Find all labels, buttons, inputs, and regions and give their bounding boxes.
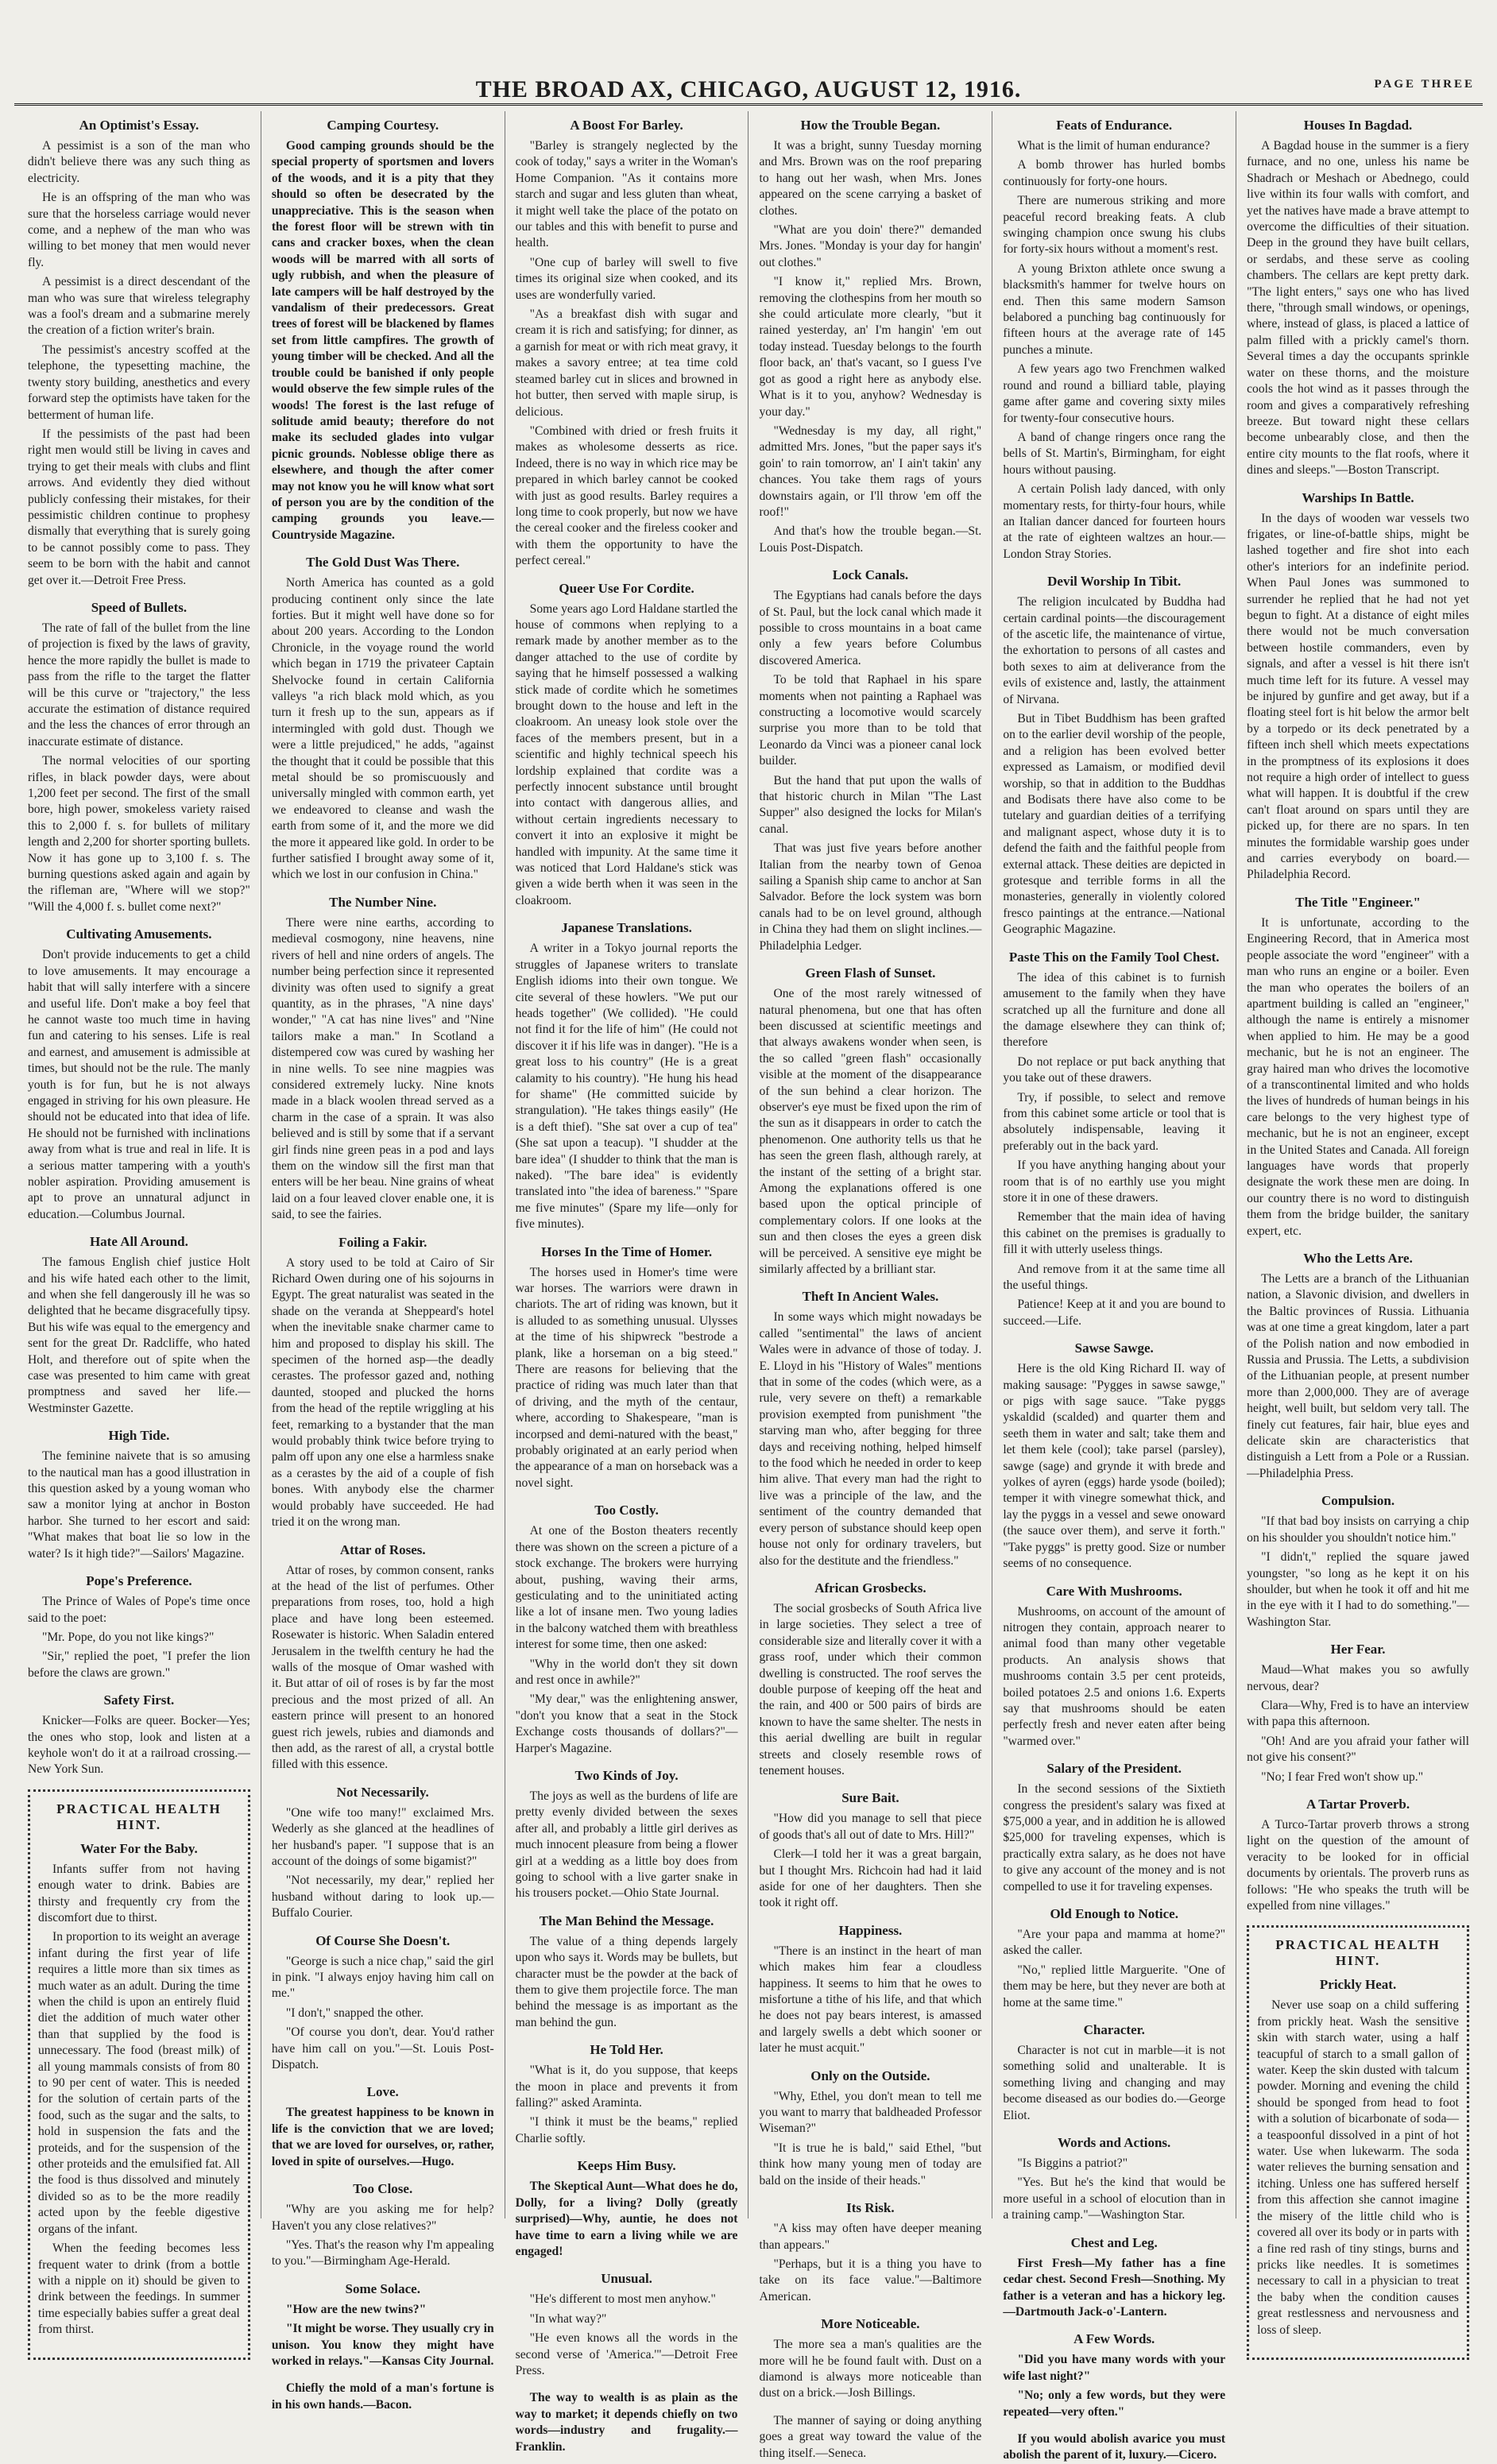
article-headline: Who the Letts Are. [1303,1251,1413,1266]
column-6 [1236,111,1480,2337]
article [272,2281,494,2370]
article-paragraph: Infants suffer from not having enough water to drink. Babies are thirsty and frequently cry from the discomfort due to thirst. [38,1862,240,1924]
article-paragraph: Chiefly the mold of a man's fortune is in his own hands.—Bacon. [271,2381,494,2412]
article-headline: Houses In Bagdad. [1303,118,1413,133]
article-paragraph: "My dear," was the enlightening answer, "don't you know that a seat in the Stock Exchange costs thousands of dollars?"—Harper's Magazine. [515,1692,738,1755]
article-paragraph: A pessimist is a direct descendant of the man who was sure that wireless telegraphy was a fool's dream and a submarine merely the creation of a fiction writer's brain. [28,275,250,338]
article-paragraph: Character is not cut in marble—it is not something solid and unalterable. It is something living and changing and may become diseased as our bodies do.—George Eliot. [1003,2044,1226,2122]
article-paragraph: "Oh! And are you afraid your father will not give his consent?" [1247,1734,1469,1765]
article [272,118,494,543]
article-paragraph: The religion inculcated by Buddha had certain cardinal points—the discouragement of the ascetic life, the maintenance of virtue, the exhortation to persons of all castes and both sexes to aim at deliverance from the evils of existence and, lastly, the attainment of Nirvana. [1003,595,1226,706]
article-paragraph: A band of change ringers once rang the bells of St. Martin's, Birmingham, for eight hours without pausing. [1003,430,1226,477]
article [759,2413,981,2462]
article-paragraph: Don't provide inducements to get a child to love amusements. It may encourage a habit that will sally interfere with a sincere and useful life. Don't make a boy feel that he cannot waste too much time in having fun and catering to his senses. Life is real and earnest, and amusement is admissible at times, but should not be the rule. The manly youth is for fun, but he is not always engaged in striving for his own pleasure. He should not be educated into that idea of life. He should not be furnished with inclinations away from what is true and real in life. It is a serious matter tampering with a youth's nobler aspiration. Providing amusement is apt to prove an unnatural adjunct in education.—Columbus Journal. [28,948,250,1221]
article-headline: Its Risk. [846,2200,895,2216]
article-headline: The Man Behind the Message. [539,1913,714,1928]
article-headline: Old Enough to Notice. [1050,1906,1178,1921]
article [1003,2331,1225,2420]
article-paragraph: Remember that the main idea of having this cabinet on the premises is gradually to fill it with utterly useless things. [1003,1210,1226,1257]
article-paragraph: "If that bad boy insists on carrying a chip on his shoulder you shouldn't notice him." [1247,1514,1469,1545]
article-paragraph: The joys as well as the burdens of life are pretty evenly divided between the sexes after all, and probably a little girl derives as much innocent pleasure from being a flower girl at a wedding as a little boy does from going to school with a live garter snake in his trousers pocket.—Ohio State Journal. [515,1789,738,1901]
health-hint-box [1247,1925,1469,2360]
article [28,1573,250,1681]
article-headline: More Noticeable. [821,2316,920,2332]
article-paragraph: The more sea a man's qualities are the more will he be found fault with. Dust on a diamond is always more noticeable than dust on a brick.—Josh Billings. [759,2338,982,2400]
article-paragraph: In proportion to its weight an average infant during the first year of life requires a little more than six times as much water as an adult. During the time when the child is upon an entirely fluid diet the addition of much water other than that supplied by the food is unnecessary. The food (breast milk) of all young mammals consists of from 80 to 90 per cent of water. This is needed for the solution of certain parts of the food, such as the sugar and the salts, to hold in suspension the fats and the proteids, and for the suspension of the other proteids and the emulsified fat. All the food is thus dissolved and minutely divided so as to be the more readily acted upon by the feeble digestive organs of the infant. [38,1930,240,2236]
article [28,118,250,589]
article-headline: Of Course She Doesn't. [315,1932,451,1948]
article [759,567,981,954]
article-paragraph: The pessimist's ancestry scoffed at the telephone, the typesetting machine, the twenty story building, anesthetics and every forward step the optimists have taken for the betterment of human life. [28,342,250,422]
article [272,1785,494,1922]
article-headline: African Grosbecks. [814,1580,926,1596]
article-headline: Warships In Battle. [1302,489,1414,505]
article-headline: Horses In the Time of Homer. [541,1244,713,1259]
article [759,2316,981,2402]
article-paragraph: "I think it must be the beams," replied Charlie softly. [515,2115,738,2145]
article [516,581,738,910]
article-paragraph: Good camping grounds should be the special property of sportsmen and lovers of the woods, and it is a pity that they should so often be desecrated by the unappreciative. This is the season when the forest floor will be strewn with tin cans and cracker boxes, when the clean woods will be marred with all sorts of ugly rubbish, and when the pleasure of late campers will be half destroyed by the vandalism of their predecessors. Great trees of forest will be blackened by flames set from little campfires. The growth of young timber will be checked. And all the trouble could be banished if only people would observe the few simple rules of the woods! The forest is the last refuge of solitude amid beauty; therefore do not make its secluded glades into vulgar picnic grounds. Noblesse oblige there as elsewhere, and though the after comer may not know you he will know what sort of person you are by the condition of the camping grounds you leave.—Countryside Magazine. [271,139,494,542]
article-paragraph: "No," replied little Marguerite. "One of them may be here, but they never are both at home at the same time." [1003,1963,1226,2009]
article-paragraph: To be told that Raphael in his spare moments when not painting a Raphael was constructing a locomotive would scarcely surprise you more than to be told that Leonardo da Vinci was a pioneer canal lock builder. [759,673,982,768]
article-headline: Prickly Heat. [1319,1977,1397,1993]
article [1247,895,1469,1240]
column-container [17,111,1480,2462]
article-paragraph: A story used to be told at Cairo of Sir Richard Owen during one of his sojourns in Egypt. The great naturalist was seated in the shade on the veranda at Sheppeard's hotel when the inevitable snake charmer came to him and proposed to display his skill. The specimen of the horned asp—the deadly cerastes. The professor gazed and, nothing daunted, stooped and plucked the horns from the head of the reptile wriggling at his feet, remarking to a bystander that the man would probably think twice before trying to palm off upon any one else a harmless snake as a cerastes by the aid of a couple of fish bones. With anybody else the charmer would probably have succeeded. He had tried it on the wrong man. [271,1255,494,1530]
article-headline: Some Solace. [345,2280,420,2296]
article-paragraph: Some years ago Lord Haldane startled the house of commons when replying to a remark made by another member as to the danger attached to the use of cordite by saying that he himself possessed a walking stick made of cordite which he sometimes brought down to the house and left in the cloakroom. An uneasy look stole over the faces of the members present, but in a scientific and highly technical speech his lordship explained that cordite was a perfectly innocent substance until brought into contact with dangerous allies, and without certain ingredients necessary to convert it into an explosive it might be handled with impunity. At the same time it was noticed that Lord Haldane's stick was given a wide berth when it was seen in the cloakroom. [515,601,738,907]
article-paragraph: Do not replace or put back anything that you take out of these drawers. [1003,1054,1226,1085]
article-headline: Speed of Bullets. [91,599,188,615]
article-paragraph: A writer in a Tokyo journal reports the struggles of Japanese writers to translate English idioms into their own tongue. We cite several of these howlers. "We put our heads together" (We collided). "He could not find it for the life of him" (He could not discover it if his life was in danger). "He is a great loss to his country" (He is a great calamity to his country). "He hung his head for shame" (He committed suicide by strangulation). "He takes things easily" (He is a deft thief). "She sat over a cup of tea" (She sat upon a teacup). "I shudder at the bare idea" (I shudder to think that the man is naked). "The bare idea" is evidently translated into "the idea of bareness." "Spare me five minutes" (Spare my life—only for five minutes). [515,942,738,1232]
article-paragraph: At one of the Boston theaters recently there was shown on the screen a picture of a stock exchange. The brokers were hurrying about, pushing, waving their arms, gesticulating and to the uninitiated acting like a lot of insane men. Two young ladies in the balcony watched them with breathless interest for some time, then one asked: [515,1524,738,1652]
article [759,1790,981,1911]
article-paragraph: The greatest happiness to be known in life is the conviction that we are loved; that we are loved for ourselves, or, rather, loved in spite of ourselves.—Hugo. [271,2106,494,2168]
article-paragraph: "There is an instinct in the heart of man which makes him fear a cloudless happiness. It seems to him that he owes to misfortune a tithe of his life, and that which he does not pay bears interest, is amassed and largely swells a debt which sooner or later he must acquit." [759,1944,982,2056]
article [759,118,981,556]
article [1247,490,1469,884]
article [1247,1642,1469,1785]
article [516,2390,738,2455]
article [272,1933,494,2074]
article-headline: Her Fear. [1330,1642,1386,1657]
article-paragraph: What is the limit of human endurance? [1017,139,1210,153]
article [38,1841,240,2338]
article-paragraph: "One cup of barley will swell to five times its original size when cooked, and its uses are wonderfully varied. [515,255,738,302]
article [28,600,250,915]
article-paragraph: "In what way?" [529,2311,607,2326]
article-paragraph: "It might be worse. They usually cry in unison. You know they might have worked in relays."—Kansas City Journal. [271,2322,494,2368]
column-3 [505,111,749,2454]
article-headline: The Number Nine. [329,894,437,910]
article-paragraph: "Combined with dried or fresh fruits it makes as wholesome desserts as rice. Indeed, there is no way in which rice may be prepared in which barley cannot be cooked with just as good results. Barley requires a long time to cook properly, but now we have the cereal cooker and the fireless cooker and with them the opportunity to have the perfect cereal." [515,424,738,568]
article-headline: Not Necessarily. [336,1784,429,1800]
article-headline: A Tartar Proverb. [1306,1796,1410,1812]
article-paragraph: Here is the old King Richard II. way of making sausage: "Pygges in sawse sawge," or pigs with sage sauce. "Take pyggs yskaldid (scalded) and quarter them and seeth them in water and salt; take them and let them kele (cool); take parsel (parsley), sawge (sage) and grynde it with brede and yolkes of ayren (eggs) harde ysode (boiled); temper it with vinegre somewhat thick, and lay the pyggs in a vessel and sewe onoward (the sauce over them), and serve it forth." "Take pyggs" is pretty good. Size or number seems of no consequence. [1003,1362,1226,1571]
article-paragraph: A certain Polish lady danced, with only momentary rests, for thirty-four hours, while an Italian dancer danced for fourteen hours at the rate of eighteen waltzes an hour.—London Stray Stories. [1003,482,1226,561]
article-paragraph: There were nine earths, according to medieval cosmogony, nine heavens, nine rivers of hell and nine orders of angels. The number being perfection since it represented divinity was often used to signify a great quantity, as in the phrases, "A nine days' wonder," "A cat has nine lives" and "Nine tailors make a man." In Scotland a distempered cow was cured by washing her in nine wells. To see nine magpies was considered extremely lucky. Nine knots made in a black woolen thread served as a charm in the case of a sprain. It was also believed and is still by some that if a servant girl finds nine green peas in a pod and lays them on the window sill the first man that enters will be her beau. Nine grains of wheat laid on a four leaved clover enable one, it is said, to see the fairies. [271,915,494,1222]
article-headline: High Tide. [108,1428,170,1444]
article-headline: Too Costly. [594,1503,659,1518]
article [272,2181,494,2270]
article-paragraph: The feminine naivete that is so amusing to the nautical man has a good illustration in this question asked by a young woman who saw a monitor lying at anchor in Boston harbor. She turned to her escort and said: "What makes that boat lie so low in the water? Is it high tide?"—Sailors' Magazine. [28,1449,250,1561]
article-paragraph: The Letts are a branch of the Lithuanian nation, a Slavonic division, and dwellers in the Baltic provinces of Russia. Lithuania was at one time a great kingdom, later a part of the Polish nation and now embodied in Russia and Prussia. The Letts, a subdivision of the Lithuanian people, at present number more than 2,000,000. They are of average height, well built, but seldom very tall. The finely cut features, fair hair, blue eyes and delicate skin are characteristics that distinguish a Lett from a Pole or a Russian.—Philadelphia Press. [1247,1272,1469,1480]
column-4 [748,111,992,2460]
article-paragraph: But the hand that put upon the walls of that historic church in Milan "The Last Supper" also designed the locks for Milan's canal. [759,773,982,836]
article-paragraph: The value of a thing depends largely upon who says it. Words may be bullets, but character must be the powder at the back of them to give them projectile force. The man behind the message is as important as the man behind the gun. [515,1934,738,2029]
article-paragraph: Patience! Keep at it and you are bound to succeed.—Life. [1003,1298,1226,1328]
article-paragraph: In the second sessions of the Sixtieth congress the president's salary was fixed at $75,000 a year, and in addition he is allowed $25,000 for traveling expenses, which is practically extra salary, as he does not have to give any account of the money and is not compelled to use it for traveling expenses. [1003,1782,1226,1893]
column-2 [261,111,505,2412]
article [272,2084,494,2170]
article-headline: Water For the Baby. [80,1840,198,1856]
article-headline: Pope's Preference. [86,1573,192,1589]
article-paragraph: "Sir," replied the poet, "I prefer the lion before the claws are grown." [28,1650,250,1680]
article-paragraph: A young Brixton athlete once swung a blacksmith's hammer for twelve hours on end. Then this same modern Samson belabored a punching bag continuously for fifteen hours at the average rate of 145 punches a minute. [1003,261,1226,357]
article-paragraph: "Is Biggins a patriot?" [1017,2156,1128,2171]
article [1247,1493,1469,1630]
article-paragraph: It is unfortunate, according to the Engineering Record, that in America most people associate the word "engineer" with a man who runs an engine or a boiler. Even the man who operates the boilers of an apartment building is called an "engineer," although the name is entirely a misnomer when applied to him. He may be a good mechanic, but he is not an engineer. The gray haired man who drives the locomotive of a transcontinental limited and who holds the lives of hundreds of human beings in his care belongs to the very highest type of mechanic, but he is not an engineer, except in the United States and Canada. All foreign languages have words that properly designate the work these men are doing. In our country there is no word to distinguish them from the bridge builder, the sanitary expert, etc. [1247,915,1469,1238]
article-headline: Words and Actions. [1058,2135,1171,2151]
article-paragraph: If you would abolish avarice you must abolish the parent of it, luxury.—Cicero. [1003,2431,1226,2462]
article-paragraph: Knicker—Folks are queer. Bocker—Yes; the ones who stop, look and listen at a keyhole won't do it at a railroad crossing.—New York Sun. [28,1714,250,1777]
article-paragraph: And remove from it at the same time all the useful things. [1003,1262,1226,1292]
article-headline: Feats of Endurance. [1056,118,1173,133]
article [516,2042,738,2147]
article-headline: Compulsion. [1321,1493,1395,1509]
article-headline: Theft In Ancient Wales. [802,1289,939,1305]
article-paragraph: "George is such a nice chap," said the girl in pink. "I always enjoy having him call on me." [271,1954,494,2001]
article-paragraph: "Not necessarily, my dear," replied her husband without daring to look up.—Buffalo Courier. [271,1874,494,1921]
article-headline: An Optimist's Essay. [79,118,199,133]
article-paragraph: "No; I fear Fred won't show up." [1261,1770,1424,1784]
article-paragraph: Mushrooms, on account of the amount of nitrogen they contain, approach nearer to animal food than many other vegetable products. An analysis shows that mushrooms contain 3.5 per cent proteids, boiled potatoes 2.5 and onions 1.6. Experts say that mushrooms should be eaten perfectly fresh and never eaten after being "warmed over." [1003,1604,1226,1748]
article-paragraph: Never use soap on a child suffering from prickly heat. Wash the sensitive skin with starch water, using a half teacupful of starch to a small gallon of water. Keep the skin dusted with talcum powder. Morning and evening the child should be sponged from head to foot with a solution of bicarbonate of soda—a teaspoonful dissolved in a pint of hot water. Use when lukewarm. The soda water relieves the burning sensation and itching. Unless one has suffered herself from this affection she cannot imagine the misery of the little child who is covered all over its body or in parts with a fine red rash of tiny stings, burns and pricks like needles. It is sometimes necessary to call in a physician to treat the baby when the condition causes great restlessness and nervousness and loss of sleep. [1257,1998,1459,2337]
article-headline: Only on the Outside. [810,2068,930,2083]
article-paragraph: "How are the new twins?" [285,2302,427,2316]
article [1003,2235,1225,2321]
article [272,2381,494,2413]
article-headline: Love. [366,2084,399,2100]
article-paragraph: The social grosbecks of South Africa live in large societies. They select a tree of considerable size and literally cover it with a grass roof, under which their common dwelling is constructed. The roof serves the double purpose of keeping off the heat and the rain, and 400 or 500 pairs of birds are known to have the same shelter. The nests in this aerial dwelling are built in regular streets and closely resemble rows of tenement houses. [759,1601,982,1777]
article-paragraph: The normal velocities of our sporting rifles, in black powder days, were about 1,200 feet per second. The first of the small bore, high power, smokeless variety raised this to 2,000 f. s. for bullets of military length and 2,200 for shorter sporting bullets. Now it has gone up to 3,100 f. s. The burning questions asked again and again by the rifleman are, "Where will we stop?" "Will the 4,000 f. s. bullet come next?" [28,754,250,914]
article-paragraph: "What is it, do you suppose, that keeps the moon in place and prevents it from falling?" asked Araminta. [515,2064,738,2110]
article [1003,1584,1225,1750]
article-headline: Queer Use For Cordite. [559,580,694,596]
article [516,1913,738,2031]
health-hint-title: PRACTICAL HEALTH HINT. [1275,1937,1441,1969]
article-headline: A Boost For Barley. [570,118,683,133]
article-headline: Unusual. [601,2271,652,2287]
article-paragraph: "One wife too many!" exclaimed Mrs. Wederly as she glanced at the headlines of her husband's paper. "I suppose that is an account of the doings of some bigamist?" [271,1805,494,1868]
article-paragraph: "Barley is strangely neglected by the cook of today," says a writer in the Woman's Home Companion. "As it contains more starch and sugar and less gluten than wheat, it might well take the place of the potato on our tables and this with benefit to purse and health. [515,139,738,250]
article-paragraph: "I know it," replied Mrs. Brown, removing the clothespins from her mouth so she could articulate more clearly, "but it rained yesterday, an' I'm hangin' 'em out today instead. Tuesday belongs to the fourth floor back, an' that's vacant, so I guess I've got as good a right here as anybody else. What is it to you, anyhow? Wednesday is your day." [759,275,982,419]
article-paragraph: One of the most rarely witnessed of natural phenomena, but one that has often been discussed at scientific meetings and that always awakens wonder when seen, is the so called "green flash" occasionally visible at the moment of the disappearance of the sun behind a clear horizon. The observer's eye must be fixed upon the rim of the sun as it disappears in order to catch the phenomenon. One authority tells us that he has seen the green flash, although rarely, at the instant of the setting of a bright star. Among the explanations offered is one based upon the optical principle of complementary colors. If one looks at the sun and then closes the eyes a green disk will be perceived. A sensitive eye might be similarly affected by a brilliant star. [759,987,982,1276]
article-paragraph: If the pessimists of the past had been right men would still be living in caves and trying to get their meals with clubs and flint arrows. And evidently they died without publicly confessing their mistakes, for their pessimistic children continue to prophesy dismally that everything that is surely going to be cannot possibly come to pass. They seem to be born with the habit and cannot get over it.—Detroit Free Press. [28,427,250,587]
article [516,920,738,1232]
article [1003,2135,1225,2224]
article [272,1542,494,1774]
article-paragraph: That was just five years before another Italian from the nearby town of Genoa sailing a Spanish ship came to anchor at San Salvador. Before the lock system was born canals had to be on level ground, although in China they had them on slight inclines.—Philadelphia Ledger. [759,841,982,953]
article [1257,1977,1459,2338]
article [759,2200,981,2305]
article-paragraph: He is an offspring of the man who was sure that the horseless carriage would never come, and a nephew of the man who was willing to bet money that men would never fly. [28,191,250,269]
article-paragraph: There are numerous striking and more peaceful record breaking feats. A club swinging champion once swung his clubs for forty-six hours without a moment's rest. [1003,194,1226,257]
article-headline: Cultivating Amusements. [66,926,212,942]
article-headline: Salary of the President. [1046,1761,1182,1777]
article [272,895,494,1224]
article-paragraph: The manner of saying or doing anything goes a great way toward the value of the thing itself.—Seneca. [759,2413,982,2460]
article-headline: Character. [1083,2022,1145,2038]
article-paragraph: Attar of roses, by common consent, ranks at the head of the list of perfumes. Other preparations from roses, too, hold a high place and have long been esteemed. Rosewater is historic. When Saladin entered Jerusalem in the twelfth century he had the walls of the mosque of Omar washed with it. But attar of oil of roses is by far the most precious and the most prized of all. An eastern prince will present to an honored guest rich jewels, rubies and diamonds and then add, as the rarest of all, a crystal bottle filled with this essence. [271,1563,494,1772]
article-headline: Sure Bait. [841,1790,899,1806]
article-paragraph: Try, if possible, to select and remove from this cabinet some article or tool that is absolutely indispensable, leaving it preferably out in the back yard. [1003,1090,1226,1153]
article-paragraph: A pessimist is a son of the man who didn't believe there was any such thing as electricity. [28,139,250,185]
article-paragraph: "No; only a few words, but they were repeated—very often." [1003,2389,1226,2419]
article-headline: Attar of Roses. [339,1541,426,1557]
article [1003,118,1225,563]
article [516,2271,738,2379]
article [516,2158,738,2260]
article-headline: The Title "Engineer." [1295,894,1421,910]
article-paragraph: "Did you have many words with your wife last night?" [1003,2353,1226,2383]
article-headline: He Told Her. [590,2042,663,2058]
article [1003,1906,1225,2011]
article-paragraph: "Mr. Pope, do you not like kings?" [42,1630,215,1644]
article-paragraph: A few years ago two Frenchmen walked round and round a billiard table, playing game after game and covering sixty miles for twenty-four consecutive hours. [1003,362,1226,425]
article [272,1235,494,1531]
article-paragraph: The Prince of Wales of Pope's time once said to the poet: [28,1595,250,1625]
article-paragraph: "Yes. But he's the kind that would be more useful in a school of elocution than in a training camp."—Washington Star. [1003,2176,1226,2222]
article-paragraph: "I didn't," replied the square jawed youngster, "so long as he kept it on his shoulder, but when he took it off and hit me in the eye with it I had to do something."—Washington Star. [1247,1550,1469,1629]
article [759,2068,981,2189]
masthead-title: THE BROAD AX, CHICAGO, AUGUST 12, 1916. [475,76,1022,103]
article [759,1923,981,2057]
article [1003,2431,1225,2464]
article [1247,1797,1469,1914]
article-paragraph: "Why in the world don't they sit down and rest once in awhile?" [515,1657,738,1687]
article-paragraph: The famous English chief justice Holt and his wife hated each other to the limit, and when she fell dangerously ill he was so delighted that he became disgracefully tipsy. But his wife was equal to the emergency and sent for the great Dr. Radcliffe, who hated Holt, and therefore out of spite when the case was presented to him came with great promptness and saved her life.—Westminster Gazette. [28,1255,250,1415]
article-paragraph: "As a breakfast dish with sugar and cream it is rich and satisfying; for dinner, as a garnish for meat or with rich meat gravy, it makes a savory entree; at tea time cold steamed barley cut in slices and browned in hot butter, then served with maple sirup, is delicious. [515,308,738,419]
column-1 [17,111,261,2337]
article-paragraph: "A kiss may often have deeper meaning than appears." [759,2222,982,2252]
masthead [14,76,1483,106]
article-paragraph: But in Tibet Buddhism has been grafted on to the earlier devil worship of the people, and a religion has been evolved better expressed as Lamaism, or modified devil worship, so that in addition to the Buddhas and Bodisats there have also come to be tutelary and guardian deities of a terrifying and malignant aspect, whose duty it is to defend the faith and the faithful people from external attack. These deities are depicted in grotesque and terrible forms in all the monasteries, generally in violently colored fresco paintings at the entrance.—National Geographic Magazine. [1003,712,1226,937]
article-paragraph: When the feeding becomes less frequent water to drink (from a bottle with a nipple on it) should be given to drink between the feedings. In summer time especially babies suffer a great deal from thirst. [38,2242,240,2337]
article [516,1244,738,1492]
article-paragraph: "He's different to most men anyhow." [529,2292,716,2307]
article-paragraph: A Turco-Tartar proverb throws a strong light on the question of the amount of veracity to be looked for in official documents by orientals. The proverb runs as follows: "He who speaks the truth will be expelled from nine villages." [1247,1817,1469,1913]
health-hint-box [28,1789,250,2360]
article-headline: Chest and Leg. [1070,2234,1158,2250]
article-paragraph: A Bagdad house in the summer is a fiery furnace, and no one, unless his name be Shadrach or Meshach or Abednego, could live within its four walls with comfort, and yet the natives have made a brave attempt to overcome the difficulties of their situation. Deep in the ground they have built cellars, or serdabs, and these serve as cooling chambers. The cellars are kept pretty dark. "The light enters," says one who has lived there, "through small windows, or openings, where, instead of glass, is placed a lattice of palm filled with a prickly camel's thorn. Several times a day the occupants sprinkle water on these thorns, and the moisture cools the hot wind as it passes through the room and gives a comparatively refreshing breeze. But toward night these cellars become unbearably close, and then the entire city mounts to the flat roofs, where it dines and sleeps."—Boston Transcript. [1247,139,1469,478]
article [759,1289,981,1569]
article-paragraph: "He even knows all the words in the second verse of 'America.'"—Detroit Free Press. [515,2331,738,2377]
article-paragraph: Clerk—I told her it was a great bargain, but I thought Mrs. Richcoin had had it laid aside for one of her daughters. Then she took it right off. [759,1847,982,1910]
article-paragraph: "Wednesday is my day, all right," admitted Mrs. Jones, "but the paper says it's goin' to rain tomorrow, an' I ain't takin' any chances. You take them rags of yours downstairs again, or I'll throw 'em off the roof!" [759,424,982,519]
article-headline: The Gold Dust Was There. [306,555,460,571]
article-paragraph: It was a bright, sunny Tuesday morning and Mrs. Brown was on the roof preparing to hang out her wash, when Mrs. Jones appeared on the scene carrying a basket of clothes. [759,139,982,218]
article [1003,1761,1225,1895]
article-paragraph: "Perhaps, but it is a thing you have to take on its face value."—Baltimore American. [759,2257,982,2303]
article [1247,1251,1469,1482]
article [1003,2022,1225,2124]
article [1003,574,1225,938]
article-headline: How the Trouble Began. [800,118,941,133]
article [516,1768,738,1902]
article-headline: Devil Worship In Tibit. [1047,574,1182,590]
article [28,1234,250,1417]
article-headline: Two Kinds of Joy. [574,1767,679,1783]
article-paragraph: In some ways which might nowadays be called "sentimental" the laws of ancient Wales were in advance of those of today. J. E. Lloyd in his "History of Wales" mentions that in some of the codes (which were, as a rule, very severe on theft) a remarkable provision exempted from punishment "the starving man who, after begging for three days and receiving nothing, helped himself to the food which he needed in order to keep him alive. That every man had the right to live was a principle of the law, and the sentiment of the country demanded that every person of substance should keep open house not only for ordinary travelers, but also for the destitute and the friendless." [759,1310,982,1568]
article [759,965,981,1278]
article-headline: Green Flash of Sunset. [805,965,936,981]
article-paragraph: "Why, Ethel, you don't mean to tell me you want to marry that baldheaded Professor Wiseman?" [759,2089,982,2136]
article-paragraph: The idea of this cabinet is to furnish amusement to the family when they have scratched up all the furniture and done all the damage elsewhere they can think of; therefore [1003,970,1226,1050]
article-paragraph: "Are your papa and mamma at home?" asked the caller. [1003,1928,1226,1958]
article-paragraph: If you have anything hanging about your room that is of no earthly use you might store it in one of these drawers. [1003,1159,1226,1205]
article-paragraph: The rate of fall of the bullet from the line of projection is fixed by the laws of gravity, hence the more rapidly the bullet is made to pass from the rifle to the target the flatter will be this curve or "trajectory," the less accurate the estimation of distance required and the less the chances of error through an inaccurate estimate of distance. [28,621,250,748]
article-paragraph: "How did you manage to sell that piece of goods that's all out of date to Mrs. Hill?" [759,1812,982,1842]
article [272,555,494,884]
article-headline: Lock Canals. [832,567,909,583]
article-headline: A Few Words. [1073,2331,1155,2347]
article-paragraph: North America has counted as a gold producing continent only since the late forties. But it might well have done so for about 200 years. According to the London Chronicle, in the voyage round the world which began in 1719 the privateer Captain Shelvocke found in certain California valleys "a rich black mold which, as you turn it fresh up to the sun, appears as if intermingled with gold dust. Though we were a little prejudiced," he adds, "against the thought that it could be possible that this metal should be so promiscuously and universally mingled with common earth, yet we endeavored to cleanse and wash the earth from some of it, and the more we did the more it appeared like gold. In order to be further satisfied I brought away some of it, which we lost in our confusion in China." [271,576,494,882]
article [1003,950,1225,1330]
article-headline: Safety First. [103,1692,175,1708]
article-headline: Camping Courtesy. [327,118,439,133]
article-headline: Too Close. [353,2181,413,2197]
article [759,1580,981,1779]
article-headline: Japanese Translations. [561,920,692,936]
article-headline: Care With Mushrooms. [1046,1583,1182,1599]
article-paragraph: The Egyptians had canals before the days of St. Paul, but the lock canal which made it possible to cross mountains in a boat came only a few years before Columbus discovered America. [759,589,982,667]
article-paragraph: In the days of wooden war vessels two frigates, or line-of-battle ships, might be lashed together and fire shot into each other's interiors for an indefinite period. When Paul Jones was summoned to surrender he replied that he had not yet begun to fight. At a distance of eight miles there would not be much conversation between hostile commanders, even by signals, and after a vessel is hit there isn't much time left for its future. A vessel may be injured by gunfire and get away, but if a floating steel fort is hit below the armor belt by a torpedo or its deck penetrated by a fifteen inch shell which meets expectations in the promptness of its explosions it does not require a high order of intellect to guess what will happen. It is doubtful if the crew can't float around on spars until they are picked up, for there are no spars. In ten minutes the formidable warship goes under and carries everybody on board.—Philadelphia Record. [1247,511,1469,882]
article [1247,118,1469,479]
article-paragraph: A bomb thrower has hurled bombs continuously for forty-one hours. [1003,158,1226,188]
article-headline: Happiness. [838,1922,903,1938]
article-paragraph: "It is true he is bald," said Ethel, "but think how many young men of today are bald on the inside of their heads." [759,2141,982,2187]
article-paragraph: "Yes. That's the reason why I'm appealing to you."—Birmingham Age-Herald. [271,2238,494,2269]
article [516,1503,738,1757]
health-hint-title: PRACTICAL HEALTH HINT. [56,1801,222,1832]
article [1003,1340,1225,1572]
article-paragraph: "What are you doin' there?" demanded Mrs. Jones. "Monday is your day for hangin' out clothes." [759,223,982,269]
article-headline: Hate All Around. [89,1234,188,1250]
article-headline: Keeps Him Busy. [577,2158,676,2174]
article-headline: Foiling a Fakir. [338,1234,427,1250]
column-5 [992,111,1236,2462]
article-paragraph: "I don't," snapped the other. [285,2006,424,2020]
page-label: PAGE THREE [1374,78,1475,91]
article-paragraph: And that's how the trouble began.—St. Louis Post-Dispatch. [759,524,982,555]
article-paragraph: Clara—Why, Fred is to have an interview with papa this afternoon. [1247,1698,1469,1729]
article-paragraph: The way to wealth is as plain as the way to market; it depends chiefly on two words—industry and frugality.—Franklin. [515,2391,738,2454]
article [28,1692,250,1778]
article-paragraph: The horses used in Homer's time were war horses. The warriors were drawn in chariots. The art of riding was known, but it is alluded to as something unusual. Ulysses at the time of his shipwreck "bestrode a plank, like a horseman on a big steed." There are reasons for believing that the practice of riding was much later than that of driving, and the myth of the centaur, where, according to Shakespeare, "man is incorpsed and demi-natured with the beast," probably originated at an early period when the appearance of a man on horseback was a novel sight. [515,1265,738,1490]
article-headline: Sawse Sawge. [1074,1340,1154,1356]
article [28,1428,250,1562]
article-paragraph: "Why are you asking me for help? Haven't you any close relatives?" [271,2203,494,2233]
article-paragraph: "Of course you don't, dear. You'd rather have him call on you."—St. Louis Post-Dispatch. [271,2025,494,2072]
article-headline: Paste This on the Family Tool Chest. [1008,949,1220,965]
article-paragraph: First Fresh—My father has a fine cedar chest. Second Fresh—Snothing. My father is a veteran and has a hickory leg.—Dartmouth Jack-o'-Lantern. [1003,2256,1226,2319]
article-paragraph: The Skeptical Aunt—What does he do, Dolly, for a living? Dolly (greatly surprised)—Why, auntie, he does not have time to earn a living while we are engaged! [515,2180,738,2258]
article-paragraph: Maud—What makes you so awfully nervous, dear? [1247,1663,1469,1693]
article [516,118,738,570]
article [28,926,250,1223]
